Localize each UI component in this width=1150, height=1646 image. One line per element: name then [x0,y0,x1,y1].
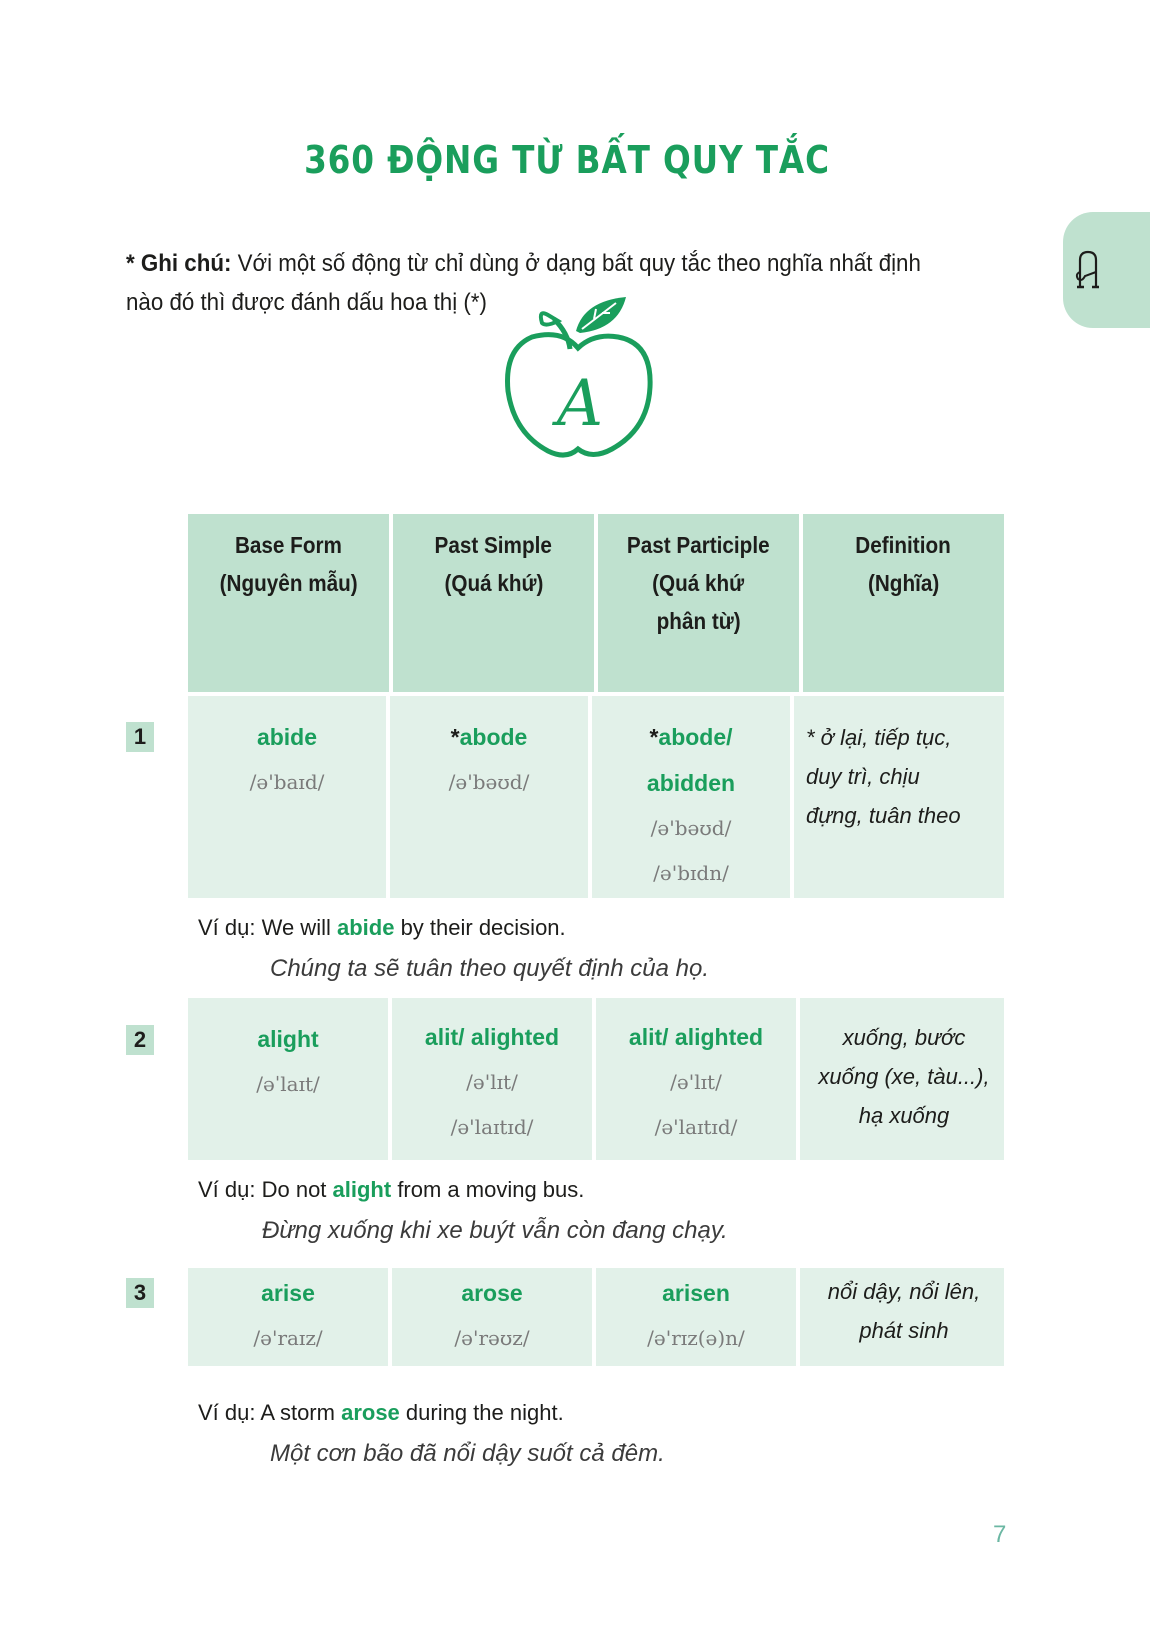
entry-number: 1 [126,722,154,752]
ornamental-letter-a-icon [1075,250,1101,290]
base-ipa: /ə'raɪz/ [253,1326,323,1350]
participle-ipa: /ə'bɪdn/ [653,861,729,885]
participle-ipa: /ə'laɪtɪd/ [654,1115,738,1139]
example-sentence: Ví dụ: A storm arose during the night. [198,1400,564,1425]
base-word: alight [257,1026,319,1052]
definition-line: xuống, bước [842,1025,966,1050]
base-ipa: /ə'baɪd/ [249,770,325,794]
participle-ipa: /ə'rɪz(ə)n/ [647,1326,745,1350]
asterisk-mark: * [450,724,460,750]
example-translation: Chúng ta sẽ tuân theo quyết định của họ. [270,955,709,982]
header-base-form: Base Form (Nguyên mẫu) [188,514,389,692]
definition-line: hạ xuống [858,1103,950,1128]
header-past-participle: Past Participle (Quá khứ phân từ) [598,514,799,692]
definition-line: phát sinh [859,1318,949,1343]
participle-ipa: /ə'bəʊd/ [650,816,732,840]
apple-logo-icon [502,293,654,463]
definition-cell [794,696,1004,898]
participle-word: arisen [662,1280,730,1306]
header-past-simple: Past Simple (Quá khứ) [393,514,594,692]
entry-number: 3 [126,1278,154,1308]
past-participle-cell [596,998,796,1160]
past-participle-cell [592,696,790,898]
base-form-cell [188,998,388,1160]
example-sentence: Ví dụ: We will abide by their decision. [198,915,566,940]
past-simple-cell [390,696,588,898]
table-row [188,1268,1004,1366]
participle-word: abidden [646,770,736,796]
note-text: Với một số động từ chỉ dùng ở dạng bất quy tắc theo nghĩa nhất định nào đó thì được đánh dấu hoa thị (*) [126,250,921,316]
base-form-cell [188,1268,388,1366]
page-number: 7 [993,1521,1007,1548]
base-word: abide [256,724,318,750]
definition-line: * ở lại, tiếp tục, [806,725,952,750]
definition-line: xuống (xe, tàu...), [818,1064,990,1089]
past-word: arose [461,1280,523,1306]
side-tab [1063,212,1150,328]
participle-word: alit/ alighted [628,1024,764,1050]
table-row [188,696,1004,898]
past-ipa: /ə'bəʊd/ [448,770,530,794]
asterisk-mark: * [649,724,659,750]
definition-cell [800,1268,1004,1366]
definition-line: nổi dậy, nổi lên, [827,1279,981,1304]
definition-cell [800,998,1004,1160]
past-word: alit/ alighted [424,1024,560,1050]
participle-word: abode/ [658,724,733,750]
past-simple-cell [392,998,592,1160]
participle-ipa: /ə'lɪt/ [670,1070,722,1094]
example-translation: Một cơn bão đã nổi dậy suốt cả đêm. [270,1440,665,1467]
example-translation: Đừng xuống khi xe buýt vẫn còn đang chạy. [262,1217,728,1244]
base-word: arise [261,1280,315,1306]
past-word: abode [459,724,528,750]
past-simple-cell [392,1268,592,1366]
past-ipa: /ə'laɪtɪd/ [450,1115,534,1139]
header-definition: Definition (Nghĩa) [803,514,1004,692]
definition-line: đựng, tuân theo [806,803,961,828]
past-ipa: /ə'lɪt/ [466,1070,518,1094]
base-ipa: /əˈlaɪt/ [256,1072,320,1096]
base-form-cell [188,696,386,898]
logo-letter: A [556,367,604,441]
past-ipa: /ə'rəʊz/ [454,1326,530,1350]
table-header [188,514,1004,692]
note-label: * Ghi chú: [126,250,232,277]
entry-number: 2 [126,1025,154,1055]
table-row [188,998,1004,1160]
page-title: 360 ĐỘNG TỪ BẤT QUY TẮC [304,138,830,182]
definition-line: duy trì, chịu [806,764,920,789]
past-participle-cell [596,1268,796,1366]
example-sentence: Ví dụ: Do not alight from a moving bus. [198,1177,585,1202]
